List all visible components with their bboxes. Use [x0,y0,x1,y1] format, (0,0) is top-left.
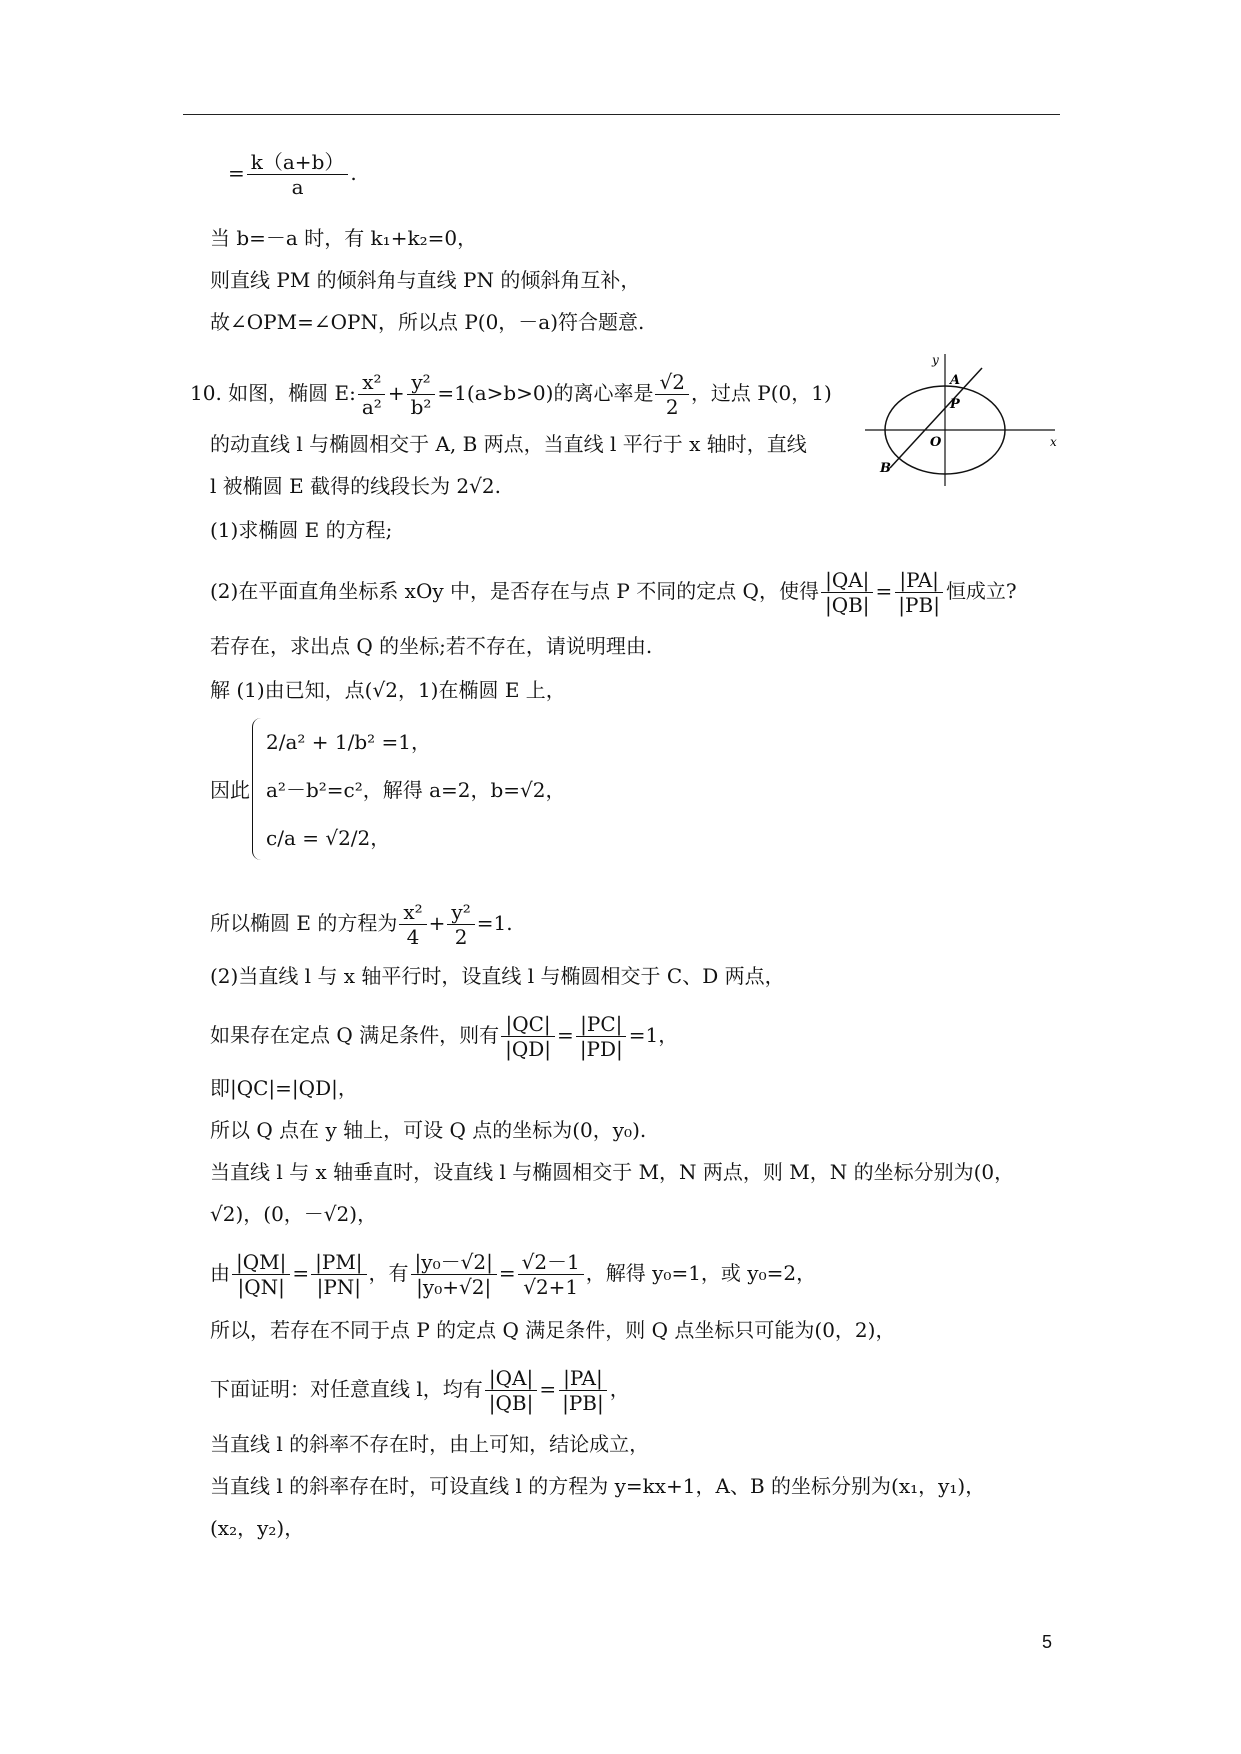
system-eq-2: a²－b²=c²，解得 a=2，b=√2， [266,778,566,802]
line-l [890,368,982,468]
text-line: l 被椭圆 E 截得的线段长为 2√2. [210,474,501,498]
label-x: x [1050,435,1057,449]
ellipse-figure [860,348,1060,488]
text-line: 所以，若存在不同于点 P 的定点 Q 满足条件，则 Q 点坐标只可能为(0，2)， [210,1318,896,1342]
text-line: (x₂，y₂)， [210,1516,305,1540]
text-line: 当直线 l 的斜率不存在时，由上可知，结论成立， [210,1432,650,1456]
label-A: A [950,373,961,388]
text-line: 则直线 PM 的倾斜角与直线 PN 的倾斜角互补， [210,268,641,292]
system-label: 因此 [210,778,250,802]
system-eq-1: 2/a² + 1/b² =1， [266,730,431,754]
system-brace [252,718,261,860]
text-line: 当直线 l 与 x 轴垂直时，设直线 l 与椭圆相交于 M，N 两点，则 M，N 的坐标分别为(0， [210,1160,1015,1184]
text-line: 若存在，求出点 Q 的坐标;若不存在，请说明理由. [210,634,653,658]
solve-y0-line: 由 $\frac{|QM|}{|QN|}$ = $\frac{|PM|}{|PN|}$ ，有 $\frac{\text{|y₀－√2|}}{\text{|y₀+√2|}}$ = $\frac{√2-1}{√2+1}$ ，解得 y₀=1，或 y₀=2， [210,1250,817,1299]
header-rule [183,114,1060,115]
proof-line: 下面证明：对任意直线 l，均有 $\frac{|QA|}{|QB|}$ = $\frac{|PA|}{|PB|}$ ， [210,1366,630,1415]
label-O: O [930,435,942,450]
eq-line-1: = $\frac{k(a+b)}{a}$ . [228,150,357,199]
text-line: 所以 Q 点在 y 轴上，可设 Q 点的坐标为(0，y₀). [210,1118,647,1142]
text-line: √2)，(0，－√2)， [210,1202,378,1226]
text-line: 的动直线 l 与椭圆相交于 A, B 两点，当直线 l 平行于 x 轴时，直线 [210,432,807,456]
system-eq-3: c/a = √2/2， [266,826,391,850]
text-line: 解 (1)由已知，点(√2，1)在椭圆 E 上， [210,678,566,702]
text-line: 故∠OPM=∠OPN，所以点 P(0，－a)符合题意. [210,310,645,334]
text-line: 即|QC|=|QD|， [210,1076,358,1100]
condition-line: 如果存在定点 Q 满足条件，则有 $\frac{|QC|}{|QD|}$ = $\frac{|PC|}{|PD|}$ =1， [210,1012,679,1061]
page-number: 5 [1042,1632,1053,1652]
text-line: (1)求椭圆 E 的方程; [210,518,393,542]
text-line: 当 b=－a 时，有 k₁+k₂=0， [210,226,478,250]
question-10-line: 10. 如图，椭圆 E: $\frac{\text{x²}}{\text{a²}}$ + $\frac{\text{y²}}{\text{b²}}$ =1(a>b>0)的离心率是 $\frac{√2}{2}$ ，过点 P(0，1) [190,370,832,419]
label-P: P [950,397,960,412]
question-part-2: (2)在平面直角坐标系 xOy 中，是否存在与点 P 不同的定点 Q，使得 $\frac{|QA|}{|QB|}$ = $\frac{|PA|}{|PB|}$ 恒成立? [210,568,1017,617]
label-B: B [880,461,891,476]
text-line: 当直线 l 的斜率存在时，可设直线 l 的方程为 y=kx+1，A、B 的坐标分别为(x₁，y₁)， [210,1474,986,1498]
ellipse-equation: 所以椭圆 E 的方程为 $\frac{\text{x²}}{4}$ + $\frac{\text{y²}}{2}$ =1. [210,900,513,949]
label-y: y [932,353,939,367]
text-line: (2)当直线 l 与 x 轴平行时，设直线 l 与椭圆相交于 C、D 两点， [210,964,785,988]
